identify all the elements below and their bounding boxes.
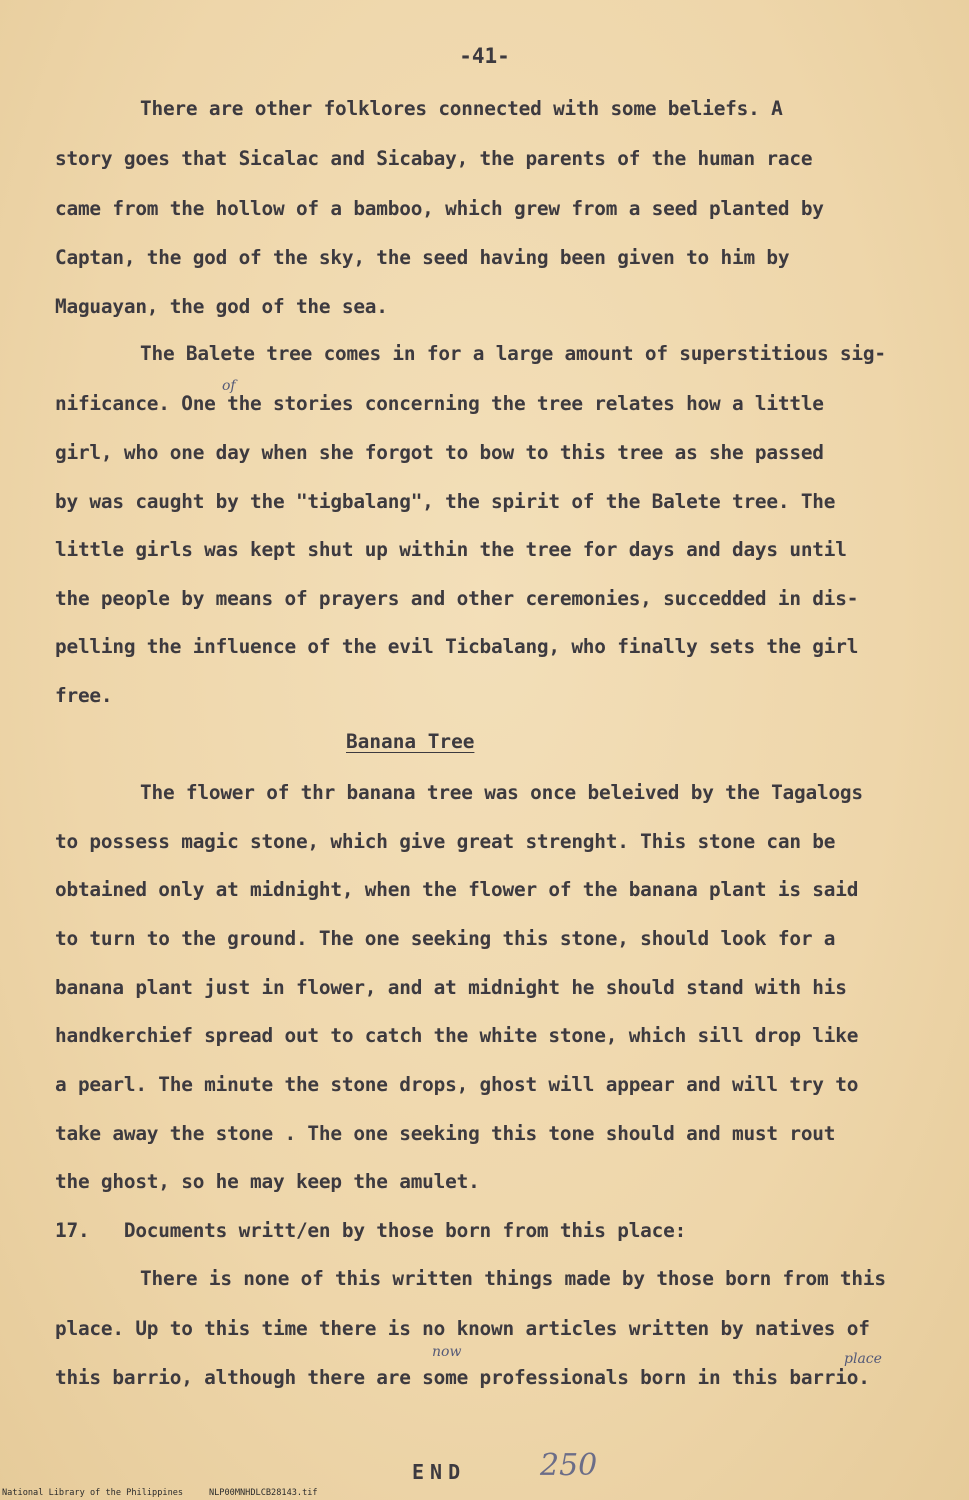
- text-line: handkerchief spread out to catch the white stone, which sill drop like: [55, 1024, 859, 1047]
- page-number: -41-: [459, 44, 510, 68]
- text-line: the people by means of prayers and other ceremonies, succedded in dis-: [55, 587, 859, 610]
- text-line: obtained only at midnight, when the flower of the banana plant is said: [55, 878, 859, 901]
- archive-stamp: National Library of the Philippines NLP00MNHDLCB28143.tif: [2, 1488, 318, 1498]
- text-line: this barrio, although there are some professionals born in this barrio.: [55, 1366, 870, 1389]
- text-line: nificance. One the stories concerning the tree relates how a little: [55, 392, 824, 415]
- text-line: There is none of this written things made by those born from this: [140, 1267, 886, 1290]
- text-line: by was caught by the "tigbalang", the spirit of the Balete tree. The: [55, 490, 836, 513]
- text-line: to possess magic stone, which give great strenght. This stone can be: [55, 830, 836, 853]
- text-line: story goes that Sicalac and Sicabay, the parents of the human race: [55, 147, 813, 170]
- handwritten-insert-place: place: [844, 1351, 882, 1367]
- handwritten-insert-now: now: [432, 1344, 462, 1360]
- text-line: the ghost, so he may keep the amulet.: [55, 1170, 480, 1193]
- end-marker: END: [412, 1460, 467, 1484]
- text-line: little girls was kept shut up within the tree for days and days until: [55, 538, 847, 561]
- text-line: Captan, the god of the sky, the seed having been given to him by: [55, 246, 790, 269]
- handwritten-page-number: 250: [540, 1448, 598, 1483]
- text-line: pelling the influence of the evil Ticbalang, who finally sets the girl: [55, 635, 859, 658]
- text-line: The flower of thr banana tree was once beleived by the Tagalogs: [140, 781, 863, 804]
- text-line: place. Up to this time there is no known articles written by natives of: [55, 1317, 870, 1340]
- text-line: take away the stone . The one seeking this tone should and must rout: [55, 1122, 836, 1145]
- text-line: free.: [55, 684, 113, 707]
- text-line: to turn to the ground. The one seeking this stone, should look for a: [55, 927, 836, 950]
- text-line: came from the hollow of a bamboo, which grew from a seed planted by: [55, 197, 824, 220]
- text-line: The Balete tree comes in for a large amount of superstitious sig-: [140, 342, 886, 365]
- text-line: a pearl. The minute the stone drops, ghost will appear and will try to: [55, 1073, 859, 1096]
- text-line: Maguayan, the god of the sea.: [55, 295, 388, 318]
- text-line: There are other folklores connected with some beliefs. A: [140, 97, 783, 120]
- handwritten-insert-of: of: [222, 378, 236, 394]
- section-17-line: 17. Documents writt/en by those born from this place:: [55, 1219, 687, 1242]
- text-line: banana plant just in flower, and at midnight he should stand with his: [55, 976, 847, 999]
- section-heading: Banana Tree: [346, 730, 475, 753]
- text-line: girl, who one day when she forgot to bow to this tree as she passed: [55, 441, 824, 464]
